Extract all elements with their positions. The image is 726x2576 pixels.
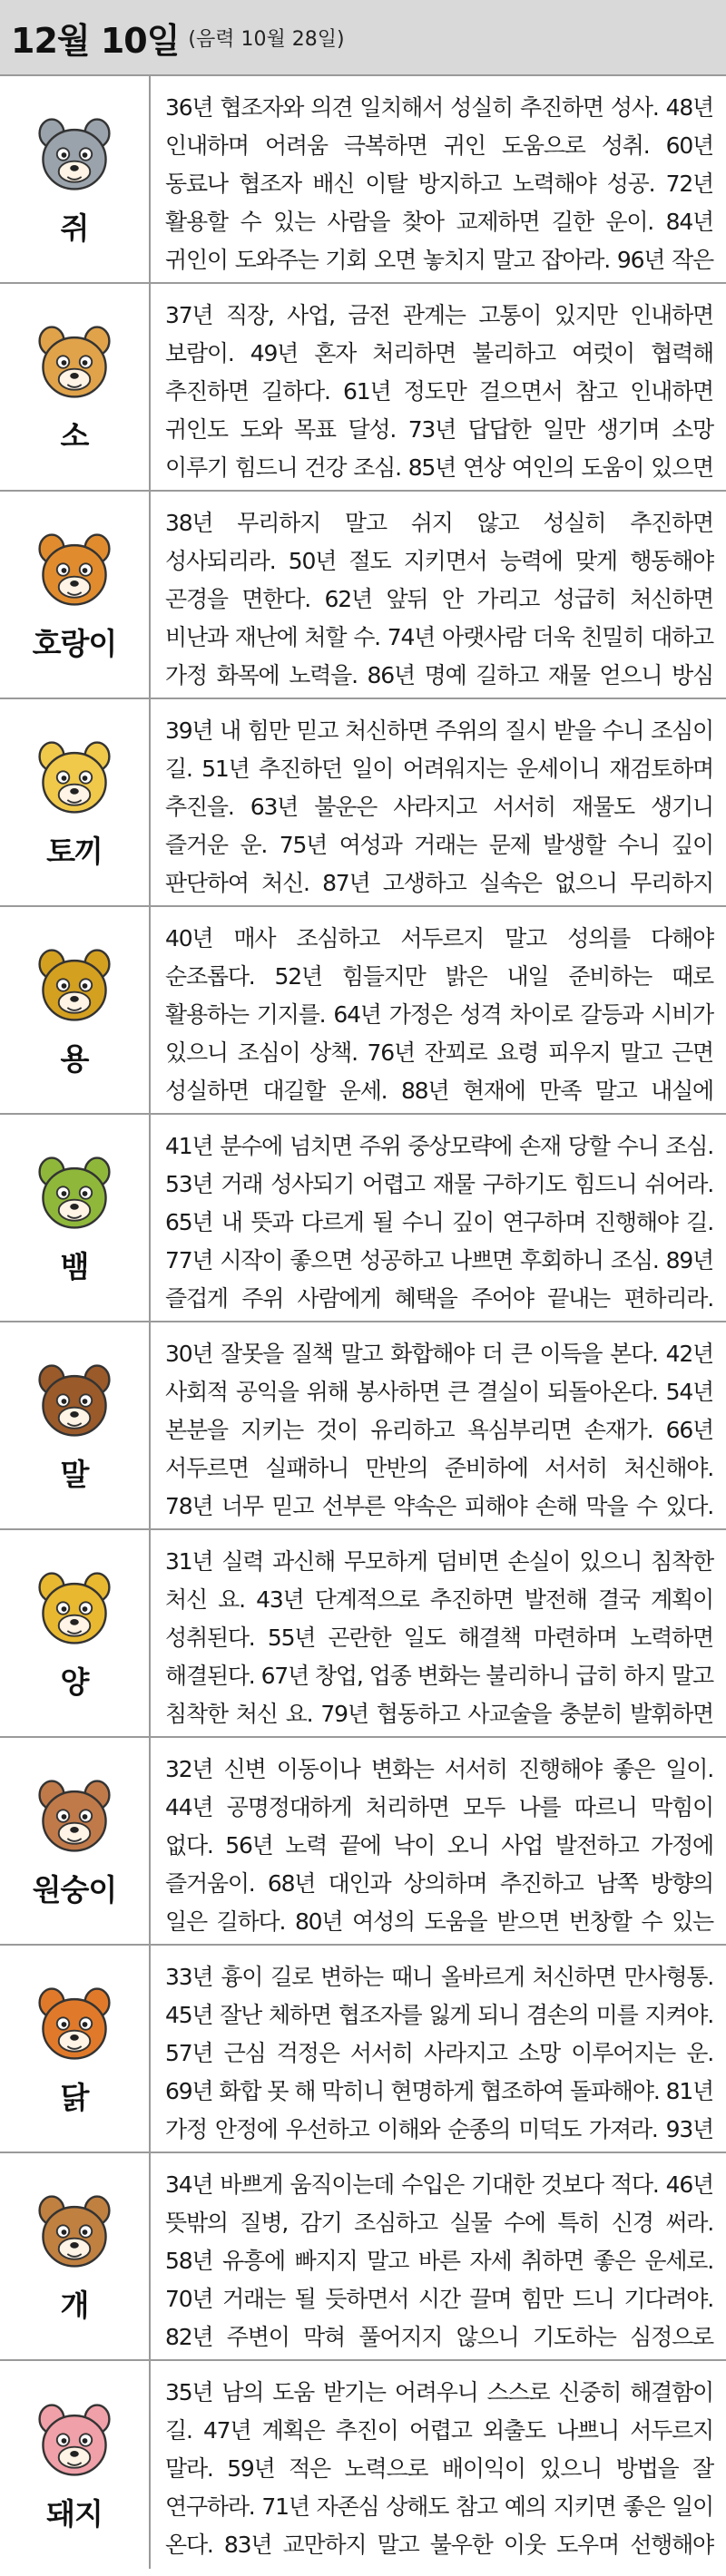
zodiac-list: [0, 76, 726, 2569]
zodiac-animal: [0, 2153, 151, 2359]
zodiac-animal: [0, 699, 151, 905]
zodiac-row: [0, 1115, 726, 1322]
zodiac-name: 양: [60, 1664, 89, 1700]
zodiac-name: 돼지: [46, 2496, 103, 2532]
fortune-text: 33년 흉이 길로 변하는 때니 올바르게 처신하면 만사형통. 45년 잘난 체하면 협조자를 잃게 되니 겸손의 미를 지켜야. 57년 근심 걱정은 서서히 사라지고 소망 이루어지는 운. 69년 화합 못 해 막히니 현명하게 협조하여 돌파해야. 81년 가정 안정에 우선하고 이해와 순종의 미덕도 가져라. 93년: [165, 1964, 713, 2142]
fortune-text: 41년 분수에 넘치면 주위 중상모략에 손재 당할 수니 조심. 53년 거래 성사되기 어렵고 재물 구하기도 힘드니 쉬어라. 65년 내 뜻과 다르게 될 수니 깊이 연구하며 진행해야 길. 77년 시작이 좋으면 성공하고 나쁘면 후회하니 조심. 89년 즐겁게 주위 사람에게 혜택을 주어야 끝내는 편하리라.: [165, 1133, 713, 1312]
fortune-text: 31년 실력 과신해 무모하게 덤비면 손실이 있으니 침착한 처신 요. 43년 단계적으로 추진하면 발전해 결국 계획이 성취된다. 55년 곤란한 일도 해결책 마련하며 노력하면 해결된다. 67년 창업, 업종 변화는 불리하니 급히 하지 말고 침착한 처신 요. 79년 협동하고 사교술을 충분히 발휘하면: [165, 1548, 713, 1727]
sheep-icon: [31, 1565, 118, 1652]
zodiac-row: [0, 907, 726, 1115]
zodiac-name: 쥐: [60, 210, 89, 246]
zodiac-animal: [0, 1738, 151, 1944]
zodiac-animal: [0, 907, 151, 1113]
lunar-date: (음력 10월 28일): [188, 27, 345, 51]
pig-icon: [31, 2396, 118, 2483]
dog-icon: [31, 2188, 118, 2275]
page-title: 12월 10일: [11, 20, 180, 61]
zodiac-row: [0, 76, 726, 284]
zodiac-row: [0, 1530, 726, 1738]
horse-icon: [31, 1357, 118, 1444]
fortune-text: 35년 남의 도움 받기는 어려우니 스스로 신중히 해결함이 길. 47년 계획은 추진이 어렵고 외출도 나쁘니 서두르지 말라. 59년 적은 노력으로 배이익이 있으니 방법을 잘 연구하라. 71년 자존심 상해도 참고 예의 지키면 좋은 일이 온다. 83년 교만하지 말고 불우한 이웃 도우며 선행해야: [165, 2379, 713, 2558]
ox-icon: [31, 318, 118, 405]
zodiac-row: [0, 2361, 726, 2569]
zodiac-animal: [0, 76, 151, 282]
fortune-text: 34년 바쁘게 움직이는데 수입은 기대한 것보다 적다. 46년 뜻밖의 질병, 감기 조심하고 실물 수에 특히 신경 써라. 58년 유흥에 빠지지 말고 바른 자세 취하면 좋은 운세로. 70년 거래는 될 듯하면서 시간 끌며 힘만 드니 기다려야. 82년 주변이 막혀 풀어지지 않으니 기도하는 심정으로: [165, 2171, 713, 2350]
snake-icon: [31, 1149, 118, 1236]
zodiac-row: [0, 1738, 726, 1946]
fortune-text: 36년 협조자와 의견 일치해서 성실히 추진하면 성사. 48년 인내하며 어려움 극복하면 귀인 도움으로 성취. 60년 동료나 협조자 배신 이탈 방지하고 노력해야 성공. 72년 활용할 수 있는 사람을 찾아 교제하면 길한 운이. 84년 귀인이 도와주는 기회 오면 놓치지 말고 잡아라. 96년 작은: [165, 94, 713, 273]
zodiac-animal: [0, 1322, 151, 1528]
zodiac-name: 소: [60, 418, 89, 454]
fortune-text: 32년 신변 이동이나 변화는 서서히 진행해야 좋은 일이. 44년 공명정대하게 처리하면 모두 나를 따르니 막힘이 없다. 56년 노력 끝에 낙이 오니 사업 발전하고 가정에 즐거움이. 68년 대인과 상의하며 추진하고 남쪽 방향의 일은 길하다. 80년 여성의 도움을 받으면 번창할 수 있는: [165, 1756, 713, 1935]
zodiac-animal: [0, 1946, 151, 2152]
zodiac-name: 원숭이: [32, 1872, 117, 1908]
page-header: [0, 0, 726, 76]
zodiac-name: 닭: [60, 2080, 89, 2115]
rat-icon: [31, 111, 118, 198]
zodiac-row: [0, 284, 726, 492]
rooster-icon: [31, 1980, 118, 2067]
fortune-text: 37년 직장, 사업, 금전 관계는 고통이 있지만 인내하면 보람이. 49년 혼자 처리하면 불리하고 여럿이 협력해 추진하면 길하다. 61년 정도만 걸으면서 참고 인내하면 귀인도 도와 목표 달성. 73년 답답한 일만 생기며 소망 이루기 힘드니 건강 조심. 85년 연상 여인의 도움이 있으면: [165, 302, 713, 481]
fortune-text: 39년 내 힘만 믿고 처신하면 주위의 질시 받을 수니 조심이 길. 51년 추진하던 일이 어려워지는 운세이니 재검토하며 추진을. 63년 불운은 사라지고 서서히 재물도 생기니 즐거운 운. 75년 여성과 거래는 문제 발생할 수니 깊이 판단하여 처신. 87년 고생하고 실속은 없으니 무리하지: [165, 717, 713, 896]
dragon-icon: [31, 942, 118, 1029]
zodiac-row: [0, 2153, 726, 2361]
fortune-text: 40년 매사 조심하고 서두르지 말고 성의를 다해야 순조롭다. 52년 힘들지만 밝은 내일 준비하는 때로 활용하는 기지를. 64년 가정은 성격 차이로 갈등과 시비가 있으니 조심이 상책. 76년 잔꾀로 요령 피우지 말고 근면 성실하면 대길할 운세. 88년 현재에 만족 말고 내실에: [165, 925, 713, 1104]
fortune-text: 30년 잘못을 질책 말고 화합해야 더 큰 이득을 본다. 42년 사회적 공익을 위해 봉사하면 큰 결실이 되돌아온다. 54년 본분을 지키는 것이 유리하고 욕심부리면 손재가. 66년 서두르면 실패하니 만반의 준비하에 서서히 처신해야. 78년 너무 믿고 선부른 약속은 피해야 손해 막을 수 있다.: [165, 1341, 713, 1519]
zodiac-animal: [0, 284, 151, 490]
zodiac-name: 뱀: [60, 1249, 89, 1284]
zodiac-name: 개: [60, 2288, 89, 2323]
zodiac-row: [0, 699, 726, 907]
zodiac-animal: [0, 2361, 151, 2569]
zodiac-name: 호랑이: [32, 626, 117, 661]
zodiac-animal: [0, 492, 151, 698]
zodiac-row: [0, 1322, 726, 1530]
zodiac-row: [0, 492, 726, 699]
zodiac-row: [0, 1946, 726, 2153]
zodiac-name: 말: [60, 1457, 89, 1492]
zodiac-animal: [0, 1115, 151, 1321]
zodiac-animal: [0, 1530, 151, 1736]
zodiac-name: 토끼: [46, 834, 103, 869]
monkey-icon: [31, 1772, 118, 1859]
tiger-icon: [31, 526, 118, 613]
rabbit-icon: [31, 734, 118, 821]
fortune-text: 38년 무리하지 말고 쉬지 않고 성실히 추진하면 성사되리라. 50년 절도 지키면서 능력에 맞게 행동해야 곤경을 면한다. 62년 앞뒤 안 가리고 성급히 처신하면 비난과 재난에 처할 수. 74년 아랫사람 더욱 친밀히 대하고 가정 화목에 노력을. 86년 명예 길하고 재물 얻으니 방심: [165, 510, 713, 688]
zodiac-name: 용: [60, 1041, 89, 1077]
